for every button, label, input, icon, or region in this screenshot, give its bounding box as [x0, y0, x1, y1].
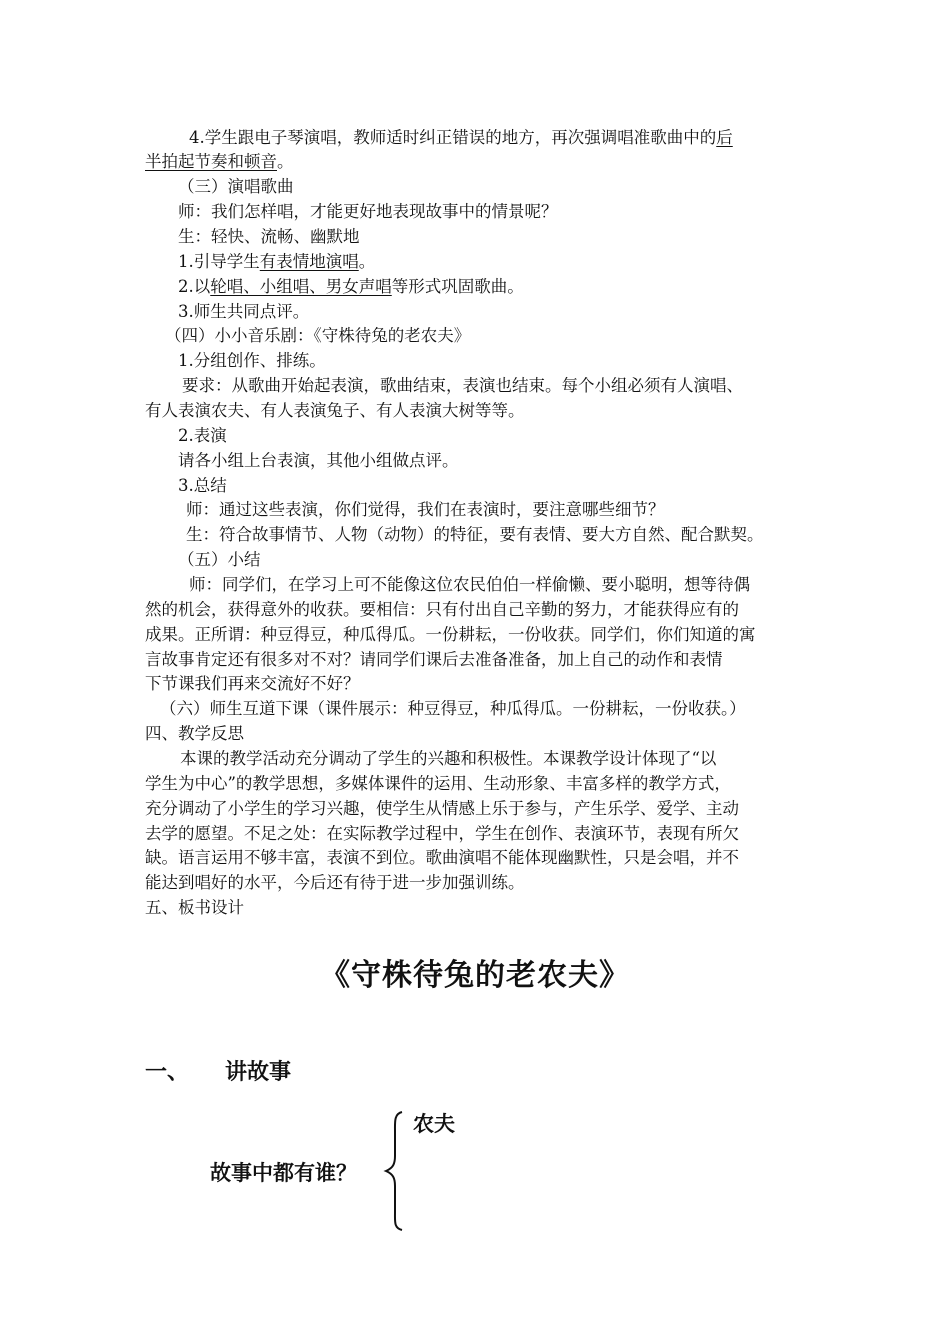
board-answer-farmer: 农夫	[413, 1112, 455, 1136]
text-line: 师：同学们，在学习上可不能像这位农民伯伯一样偷懒、要小聪明，想等待偶	[189, 575, 750, 594]
section-number: 一、	[145, 1060, 190, 1085]
text-line: 能达到唱好的水平，今后还有待于进一步加强训练。	[145, 873, 525, 892]
text-line: 充分调动了小学生的学习兴趣，使学生从情感上乐于参与，产生乐学、爱学、主动	[145, 799, 739, 818]
chapter-heading: 五、板书设计	[145, 898, 244, 917]
text-line: 言故事肯定还有很多对不对？请同学们课后去准备准备，加上自己的动作和表情	[145, 650, 723, 669]
text-line: 1.分组创作、排练。	[178, 351, 326, 370]
text-line: 要求：从歌曲开始起表演，歌曲结束，表演也结束。每个小组必须有人演唱、	[182, 376, 743, 395]
chapter-heading: 四、教学反思	[145, 724, 244, 743]
text-line: 本课的教学活动充分调动了学生的兴趣和积极性。本课教学设计体现了“以	[180, 749, 717, 768]
text-line: 成果。正所谓：种豆得豆，种瓜得瓜。一份耕耘，一份收获。同学们，你们知道的寓	[145, 625, 756, 644]
text-line: 3.总结	[178, 476, 227, 495]
text-line: 下节课我们再来交流好不好？	[145, 674, 360, 693]
text-line: 然的机会，获得意外的收获。要相信：只有付出自己辛勤的努力，才能获得应有的	[145, 600, 739, 619]
text-line: 有人表演农夫、有人表演兔子、有人表演大树等等。	[145, 401, 525, 420]
text-line: 3.师生共同点评。	[178, 302, 310, 321]
section-heading: （五）小结	[178, 550, 261, 569]
text-line: 生：符合故事情节、人物（动物）的特征，要有表情、要大方自然、配合默契。	[186, 525, 764, 544]
text-line: 缺。语言运用不够丰富，表演不到位。歌曲演唱不能体现幽默性，只是会唱，并不	[145, 848, 739, 867]
text-line: 请各小组上台表演，其他小组做点评。	[178, 451, 459, 470]
text-line: 生：轻快、流畅、幽默地	[178, 227, 360, 246]
section-heading: （三）演唱歌曲	[178, 177, 294, 196]
board-title: 《守株待兔的老农夫》	[320, 958, 630, 993]
text-line: 2.表演	[178, 426, 227, 445]
text-line: 4.学生跟电子琴演唱，教师适时纠正错误的地方，再次强调唱准歌曲中的后	[189, 128, 733, 147]
text-line: 去学的愿望。不足之处：在实际教学过程中，学生在创作、表演环节，表现有所欠	[145, 824, 739, 843]
curly-brace-icon	[380, 1108, 410, 1234]
board-section-heading	[145, 1055, 291, 1086]
text-line: 师：我们怎样唱，才能更好地表现故事中的情景呢？	[178, 202, 558, 221]
section-heading: （四）小小音乐剧：《守株待兔的老农夫》	[165, 326, 471, 345]
section-title: 讲故事	[225, 1060, 292, 1085]
text-line: 1.引导学生有表情地演唱。	[178, 252, 376, 271]
board-question: 故事中都有谁？	[210, 1161, 357, 1185]
text-line: 师：通过这些表演，你们觉得，我们在表演时，要注意哪些细节？	[186, 500, 665, 519]
section-heading: （六）师生互道下课（课件展示：种豆得豆，种瓜得瓜。一份耕耘，一份收获。）	[160, 699, 746, 718]
text-line: 学生为中心”的教学思想，多媒体课件的运用、生动形象、丰富多样的教学方式，	[145, 774, 731, 793]
text-line: 半拍起节奏和顿音。	[145, 152, 294, 171]
text-line: 2.以轮唱、小组唱、男女声唱等形式巩固歌曲。	[178, 277, 524, 296]
